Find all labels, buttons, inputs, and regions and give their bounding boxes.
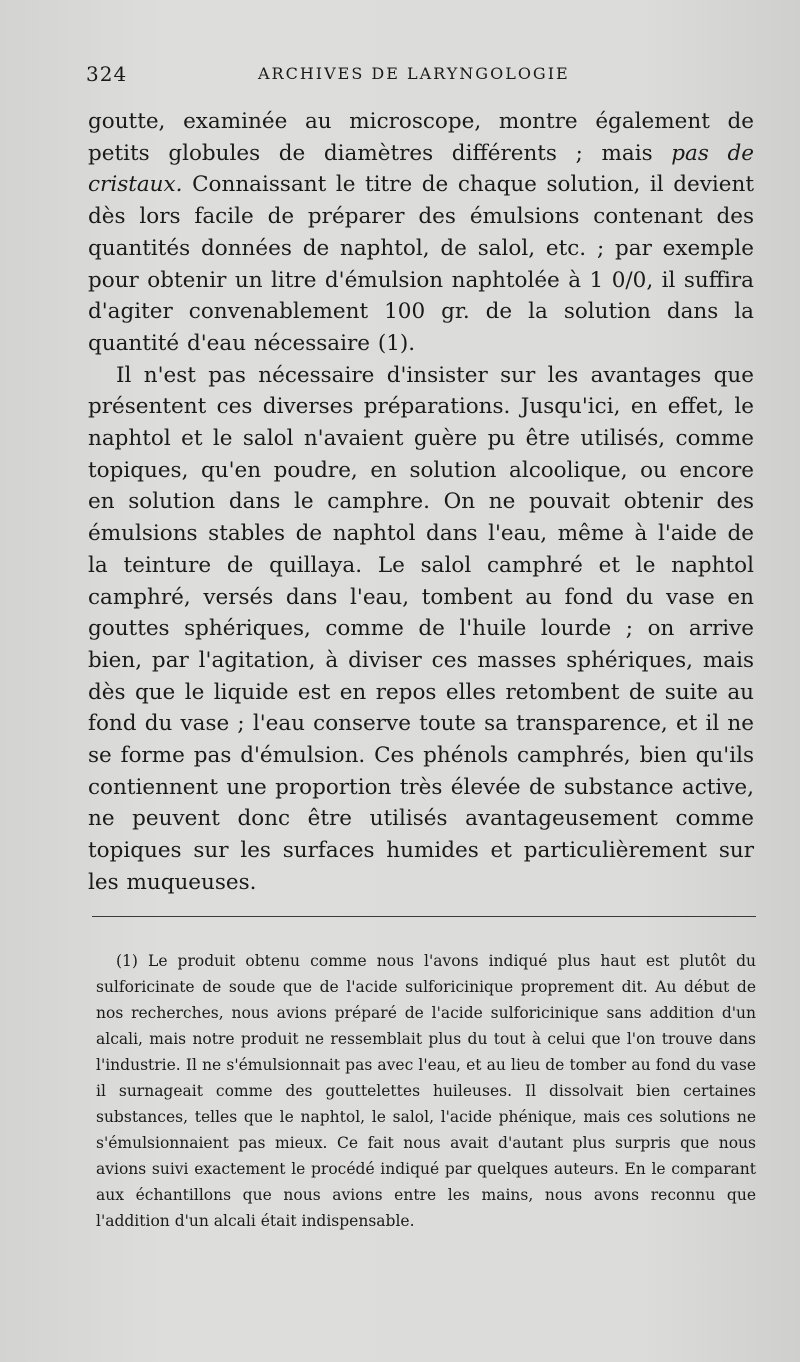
- paragraph-1-text-a: goutte, examinée au microscope, montre également de petits globules de diamètres différents ; mais: [88, 109, 754, 166]
- paragraph-continued: [88, 106, 754, 360]
- journal-title: ARCHIVES DE LARYNGOLOGIE: [258, 64, 570, 83]
- footnote: (1) Le produit obtenu comme nous l'avons indiqué plus haut est plutôt du sulforicinate de soude que de l'acide sulforicinique proprement dit. Au début de nos recherches, nous avions préparé de l'acide sulforicinique sans addition d'un alcali, mais notre produit ne ressemblait plus du tout à celui que l'on trouve dans l'industrie. Il ne s'émulsionnait pas avec l'eau, et au lieu de tomber au fond du vase il surnageait comme des gouttelettes huileuses. Il dissolvait bien certaines substances, telles que le naphtol, le salol, l'acide phénique, mais ces solutions ne s'émulsionnaient pas mieux. Ce fait nous avait d'autant plus surpris que nous avions suivi exactement le procédé indiqué par quelques auteurs. En le comparant aux échantillons que nous avions entre les mains, nous avons reconnu que l'addition d'un alcali était indispensable.: [96, 951, 756, 1230]
- running-head: [86, 62, 756, 90]
- body-text: [88, 106, 754, 899]
- paragraph-1-italic-text: pas de cristaux.: [88, 140, 754, 198]
- paragraph-1-text-b: Connaissant le titre de chaque solution, il devient dès lors facile de préparer des émulsions contenant des quantités données de naphtol, de salol, etc. ; par exemple pour obtenir un litre d'émulsion naphtolée à 1 0/0, il suffira d'agiter convenablement 100 gr. de la solution dans la quantité d'eau nécessaire (1).: [88, 172, 754, 356]
- paragraph-2: Il n'est pas nécessaire d'insister sur les avantages que présentent ces diverses préparations. Jusqu'ici, en effet, le naphtol et le salol n'avaient guère pu être utilisés, comme topiques, qu'en poudre, en solution alcoolique, ou encore en solution dans le camphre. On ne pouvait obtenir des émulsions stables de naphtol dans l'eau, même à l'aide de la teinture de quillaya. Le salol camphré et le naphtol camphré, versés dans l'eau, tombent au fond du vase en gouttes sphériques, comme de l'huile lourde ; on arrive bien, par l'agitation, à diviser ces masses sphériques, mais dès que le liquide est en repos elles retombent de suite au fond du vase ; l'eau conserve toute sa transparence, et il ne se forme pas d'émulsion. Ces phénols camphrés, bien qu'ils contiennent une proportion très élevée de substance active, ne peuvent donc être utilisés avantageusement comme topiques sur les surfaces humides et particulièrement sur les muqueuses.: [88, 362, 754, 895]
- footnote-divider: [92, 916, 756, 917]
- page-number: 324: [86, 62, 128, 86]
